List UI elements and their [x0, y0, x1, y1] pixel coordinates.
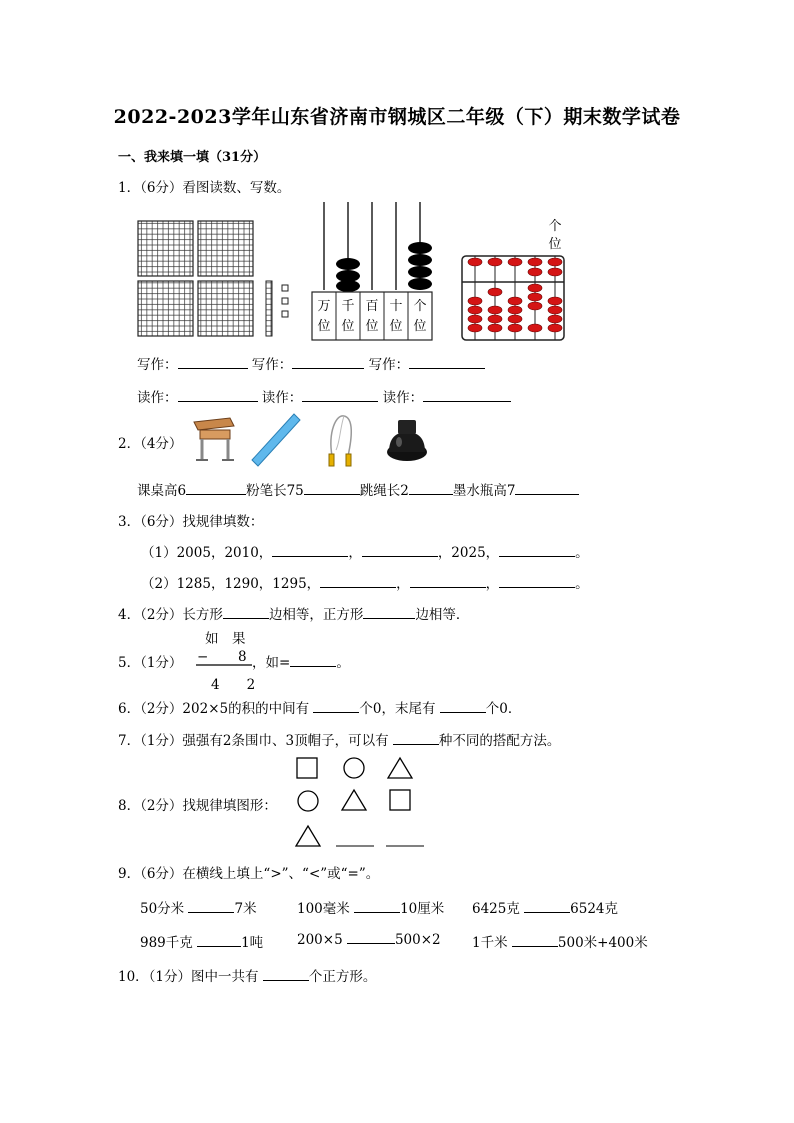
answer-blank[interactable]	[178, 389, 258, 402]
answer-blank[interactable]	[263, 968, 309, 981]
answer-blank[interactable]	[499, 575, 575, 588]
question-6-end: 个0．	[485, 701, 522, 717]
abacus-place-label: 位	[548, 237, 562, 252]
question-6-stem: 6．（2分）202×5的积的中间有	[118, 701, 310, 717]
question-7	[118, 729, 560, 749]
question-2-stem: 2．（4分）	[118, 436, 183, 452]
write-label-3: 写作：	[368, 357, 410, 373]
place-value-label: 位	[365, 319, 379, 334]
compare-row-1b	[297, 897, 444, 917]
chalk-length-text: 粉笔长75	[246, 483, 304, 499]
question-4-end: 边相等．	[415, 607, 470, 623]
abacus-image	[458, 220, 568, 340]
sequence-text: （2）1285，1290，1295，	[141, 576, 321, 592]
compare-blank[interactable]	[354, 900, 400, 913]
circle-shape	[298, 791, 318, 811]
triangle-shape	[342, 790, 366, 810]
question-2-answers	[137, 479, 579, 499]
compare-left: 6425克	[472, 901, 520, 917]
answer-blank[interactable]	[440, 700, 486, 713]
answer-blank[interactable]	[223, 606, 269, 619]
section-heading: 一、我来填一填（31分）	[118, 150, 267, 165]
question-4	[118, 603, 469, 623]
sequence-row-2	[141, 572, 589, 592]
question-10-end: 个正方形。	[308, 969, 377, 985]
question-6	[118, 697, 521, 717]
place-value-blocks-image	[136, 218, 296, 343]
compare-left: 200×5	[297, 932, 343, 948]
compare-left: 989千克	[140, 935, 193, 951]
sequence-text: 。	[575, 576, 589, 592]
square-shape	[297, 758, 317, 778]
place-value-label: 位	[413, 319, 427, 334]
question-1-stem: 1．（6分）看图读数、写数。	[118, 180, 291, 196]
compare-blank[interactable]	[347, 931, 395, 944]
compare-right: 1吨	[241, 935, 264, 951]
triangle-shape	[388, 758, 412, 778]
sequence-text: ，	[485, 576, 500, 592]
desk-image	[190, 414, 236, 464]
answer-blank[interactable]	[178, 356, 248, 369]
place-value-label: 位	[341, 319, 355, 334]
place-value-label: 十	[389, 299, 403, 314]
compare-right: 500×2	[394, 932, 441, 948]
answer-blank[interactable]	[272, 544, 348, 557]
question-6-mid: 个0，末尾有	[359, 701, 436, 717]
ink-height-text: 墨水瓶高7	[452, 483, 516, 499]
compare-blank[interactable]	[188, 900, 234, 913]
read-answer-row	[137, 386, 511, 406]
place-value-label: 个	[413, 299, 427, 314]
question-5-tail	[252, 651, 350, 671]
question-7-end: 种不同的搭配方法。	[438, 733, 561, 749]
question-3-stem: 3．（6分）找规律填数：	[118, 514, 264, 530]
sequence-text: 。	[575, 545, 589, 561]
write-answer-row	[137, 353, 485, 373]
unit-blank[interactable]	[304, 482, 360, 495]
place-value-label: 千	[341, 299, 355, 314]
read-label-3: 读作：	[382, 390, 424, 406]
sequence-row-1	[141, 541, 589, 561]
question-5-stem: 5．（1分）	[118, 655, 183, 671]
triangle-shape	[296, 826, 320, 846]
unit-blank[interactable]	[186, 482, 246, 495]
question-9-stem: 9．（6分）在横线上填上“>”、“<”或“=”。	[118, 866, 380, 882]
write-label-2: 写作：	[251, 357, 293, 373]
question-5-tail-text: ，如=	[252, 655, 291, 671]
compare-left: 1千米	[472, 935, 508, 951]
question-5-end: 。	[336, 655, 350, 671]
compare-blank[interactable]	[524, 900, 570, 913]
question-5-bottom-digits: 4 2	[211, 677, 256, 693]
write-label-1: 写作：	[137, 357, 178, 373]
answer-blank[interactable]	[290, 654, 336, 667]
answer-blank[interactable]	[409, 356, 485, 369]
question-10-stem: 10．（1分）图中一共有	[118, 969, 259, 985]
answer-blank[interactable]	[313, 700, 359, 713]
question-7-stem: 7．（1分）强强有2条围巾、3顶帽子，可以有	[118, 733, 389, 749]
compare-right: 6524克	[570, 901, 619, 917]
compare-left: 100毫米	[297, 901, 350, 917]
place-value-label: 万	[317, 299, 331, 314]
ink-bottle-image	[384, 416, 430, 462]
answer-blank[interactable]	[320, 575, 396, 588]
place-value-label: 百	[365, 299, 379, 314]
question-8-stem: 8．（2分）找规律填图形：	[118, 798, 277, 814]
question-5	[118, 651, 182, 671]
unit-blank[interactable]	[409, 482, 453, 495]
question-10	[118, 965, 376, 985]
jump-rope-image	[322, 412, 362, 468]
sequence-text: （1）2005，2010，	[141, 545, 273, 561]
sequence-text: ，	[348, 545, 362, 561]
square-shape	[390, 790, 410, 810]
compare-right: 500米+400米	[557, 935, 648, 951]
sequence-text: ，2025，	[437, 545, 500, 561]
answer-blank[interactable]	[302, 389, 378, 402]
question-5-digit: 8	[238, 649, 247, 665]
answer-blank[interactable]	[363, 606, 415, 619]
compare-row-1c	[472, 897, 618, 917]
compare-row-2b	[297, 931, 441, 948]
subtraction-line	[196, 664, 252, 666]
compare-row-2c	[472, 931, 648, 951]
answer-blank[interactable]	[499, 544, 575, 557]
page-title: 2022-2023学年山东省济南市钢城区二年级（下）期末数学试卷	[113, 106, 681, 128]
answer-blank[interactable]	[423, 389, 511, 402]
compare-row-1	[140, 897, 257, 917]
compare-row-2	[140, 931, 263, 951]
read-label-1: 读作：	[137, 390, 178, 406]
compare-left: 50分米	[140, 901, 185, 917]
rope-length-text: 跳绳长2	[359, 483, 409, 499]
answer-blank[interactable]	[362, 544, 438, 557]
compare-blank[interactable]	[197, 934, 241, 947]
abacus-place-label: 个	[548, 219, 562, 234]
answer-blank[interactable]	[410, 575, 486, 588]
place-value-label: 位	[317, 319, 331, 334]
sequence-text: ，	[396, 576, 410, 592]
read-label-2: 读作：	[261, 390, 303, 406]
question-4-mid: 边相等，正方形	[268, 607, 364, 623]
answer-blank[interactable]	[292, 356, 364, 369]
unit-blank[interactable]	[515, 482, 579, 495]
shape-pattern-grid	[288, 754, 428, 854]
compare-blank[interactable]	[512, 934, 558, 947]
question-5-top-text: 如 果	[205, 631, 246, 647]
circle-shape	[344, 758, 364, 778]
question-4-stem: 4．（2分）长方形	[118, 607, 223, 623]
question-5-minus: −	[197, 649, 209, 665]
answer-blank[interactable]	[393, 732, 439, 745]
compare-right: 7米	[234, 901, 257, 917]
desk-height-text: 课桌高6	[137, 483, 187, 499]
compare-right: 10厘米	[400, 901, 445, 917]
ruler-image	[250, 410, 302, 466]
place-value-label: 位	[389, 319, 403, 334]
counting-rods-image	[312, 202, 442, 342]
